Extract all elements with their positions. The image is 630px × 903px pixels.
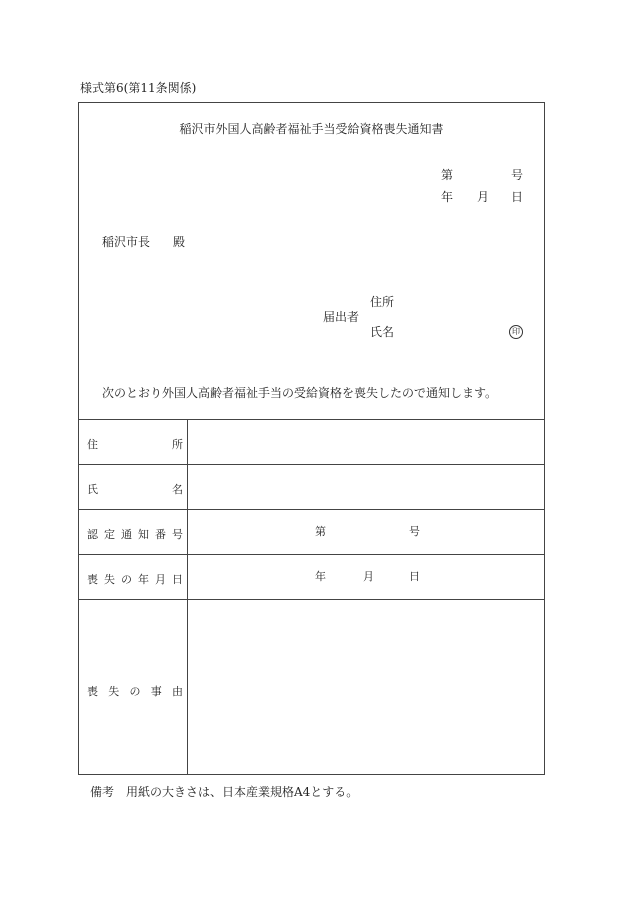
row-divider-1 [79,464,544,465]
form-number-label: 様式第6(第11条関係) [80,81,197,95]
cert-number-dai: 第 [315,525,326,538]
addressee: 稲沢市長 [102,235,151,249]
loss-date-month: 月 [363,570,374,583]
header-date-day: 日 [511,190,524,204]
row-divider-4 [79,599,544,600]
header-date-year: 年 [441,190,454,204]
table-top-line [79,419,544,420]
table-column-divider [187,419,188,774]
statement-text: 次のとおり外国人高齢者福祉手当の受給資格を喪失したので通知します。 [102,386,498,400]
loss-date-year: 年 [315,570,326,583]
header-date-month: 月 [477,190,490,204]
notifier-label: 届出者 [323,310,360,324]
row-label-name: 氏名 [87,483,183,496]
form-title: 稲沢市外国人高齢者福祉手当受給資格喪失通知書 [179,122,444,136]
addressee-honorific: 殿 [173,235,186,249]
row-label-address: 住所 [87,438,183,451]
loss-date-day: 日 [409,570,420,583]
header-number-gou: 号 [511,168,524,182]
row-divider-3 [79,554,544,555]
row-label-loss-reason: 喪失の事由 [87,685,183,698]
header-number-dai: 第 [441,168,454,182]
notifier-name-label: 氏名 [370,325,395,339]
notice-form [78,102,545,775]
footer-note: 備考 用紙の大きさは、日本産業規格A4とする。 [90,785,359,799]
row-label-loss-date: 喪失の年月日 [87,573,183,586]
seal-mark: 印 [509,325,523,339]
cert-number-gou: 号 [409,525,420,538]
notifier-address-label: 住所 [370,295,395,309]
row-divider-2 [79,509,544,510]
row-label-cert-number: 認定通知番号 [87,528,183,541]
